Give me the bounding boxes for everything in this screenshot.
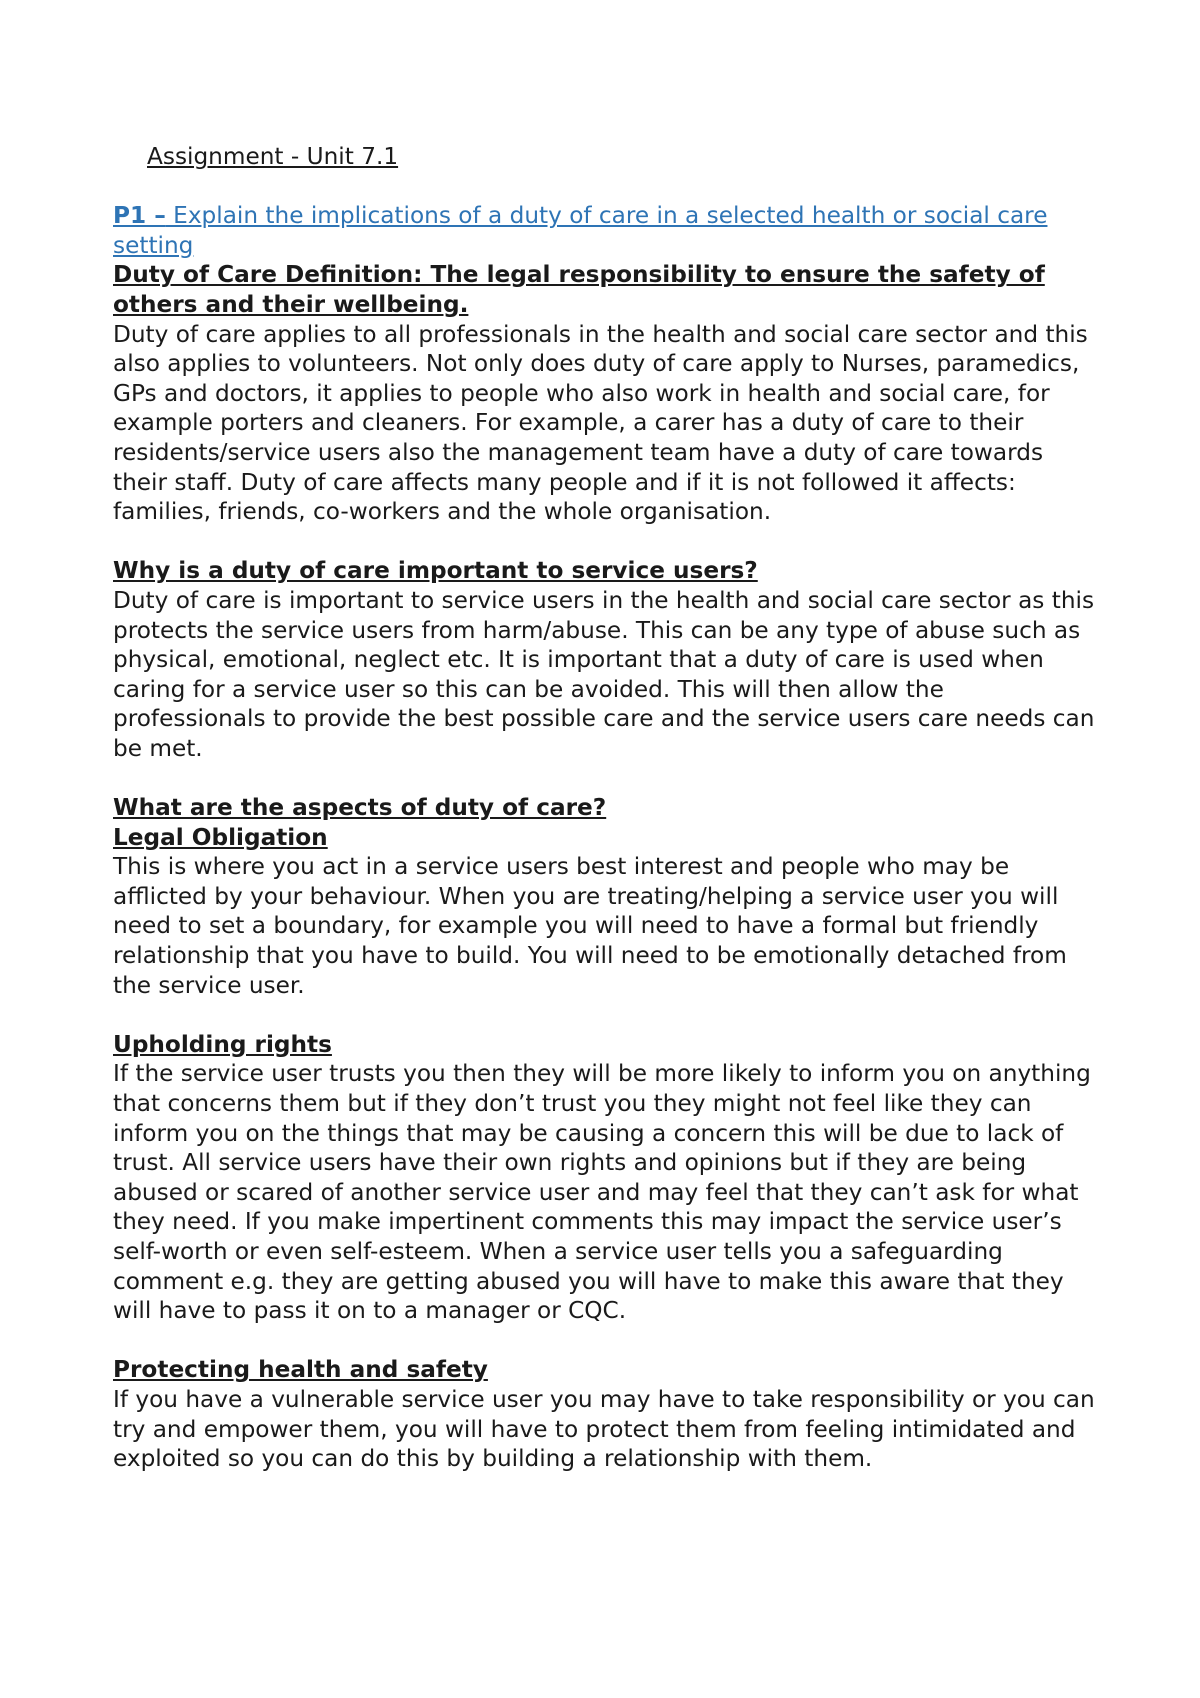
task-text: Explain the implications of a duty of care in a selected health or social care setting xyxy=(113,202,1048,259)
importance-heading: Why is a duty of care important to service users? xyxy=(113,557,758,585)
upholding-rights-heading: Upholding rights xyxy=(113,1030,332,1058)
aspects-heading: What are the aspects of duty of care? xyxy=(113,794,607,822)
task-code: P1 – xyxy=(113,202,166,230)
spacer xyxy=(113,763,1103,793)
spacer xyxy=(113,1326,1103,1356)
document-page xyxy=(113,142,1103,1474)
importance-paragraph: Duty of care is important to service users in the health and social care sector as this protects the service users from harm/abuse. This can be any type of abuse such as physical, emotional, neglect etc. It is important that a duty of care is used when caring for a service user so this can be avoided. This will then allow the professionals to provide the best possible care and the service users care needs can be met. xyxy=(113,586,1095,762)
duty-of-care-definition: Duty of Care Definition: The legal responsibility to ensure the safety of others and their wellbeing. xyxy=(113,261,1045,318)
document-title: Assignment - Unit 7.1 xyxy=(147,143,399,170)
spacer xyxy=(113,527,1103,557)
health-safety-heading: Protecting health and safety xyxy=(113,1356,488,1384)
upholding-rights-paragraph: If the service user trusts you then they will be more likely to inform you on anything that concerns them but if they don’t trust you they might not feel like they can inform you on the things that may be causing a concern this will be due to lack of trust. All service users have their own rights and opinions but if they are being abused or scared of another service user and may feel that they can’t ask for what they need. If you make impertinent comments this may impact the service user’s self-worth or even self-esteem. When a service user tells you a safeguarding comment e.g. they are getting abused you will have to make this aware that they will have to pass it on to a manager or CQC. xyxy=(113,1060,1091,1325)
legal-obligation-paragraph: This is where you act in a service users best interest and people who may be afflicted by your behaviour. When you are treating/helping a service user you will need to set a boundary, for example you will need to have a formal but friendly relationship that you have to build. You will need to be emotionally detached from the service user. xyxy=(113,853,1067,999)
health-safety-paragraph: If you have a vulnerable service user you may have to take responsibility or you can try and empower them, you will have to protect them from feeling intimidated and exploited so you can do this by building a relationship with them. xyxy=(113,1385,1095,1473)
legal-obligation-heading: Legal Obligation xyxy=(113,823,328,851)
intro-paragraph: Duty of care applies to all professionals in the health and social care sector and this also applies to volunteers. Not only does duty of care apply to Nurses, paramedics, GPs and doctors, it applies to people who also work in health and social care, for example porters and cleaners. For example, a carer has a duty of care to their residents/service users also the management team have a duty of care towards their staff. Duty of care affects many people and if it is not followed it affects: families, friends, co-workers and the whole organisation. xyxy=(113,320,1088,526)
task-statement xyxy=(113,201,1103,260)
spacer xyxy=(113,1000,1103,1030)
